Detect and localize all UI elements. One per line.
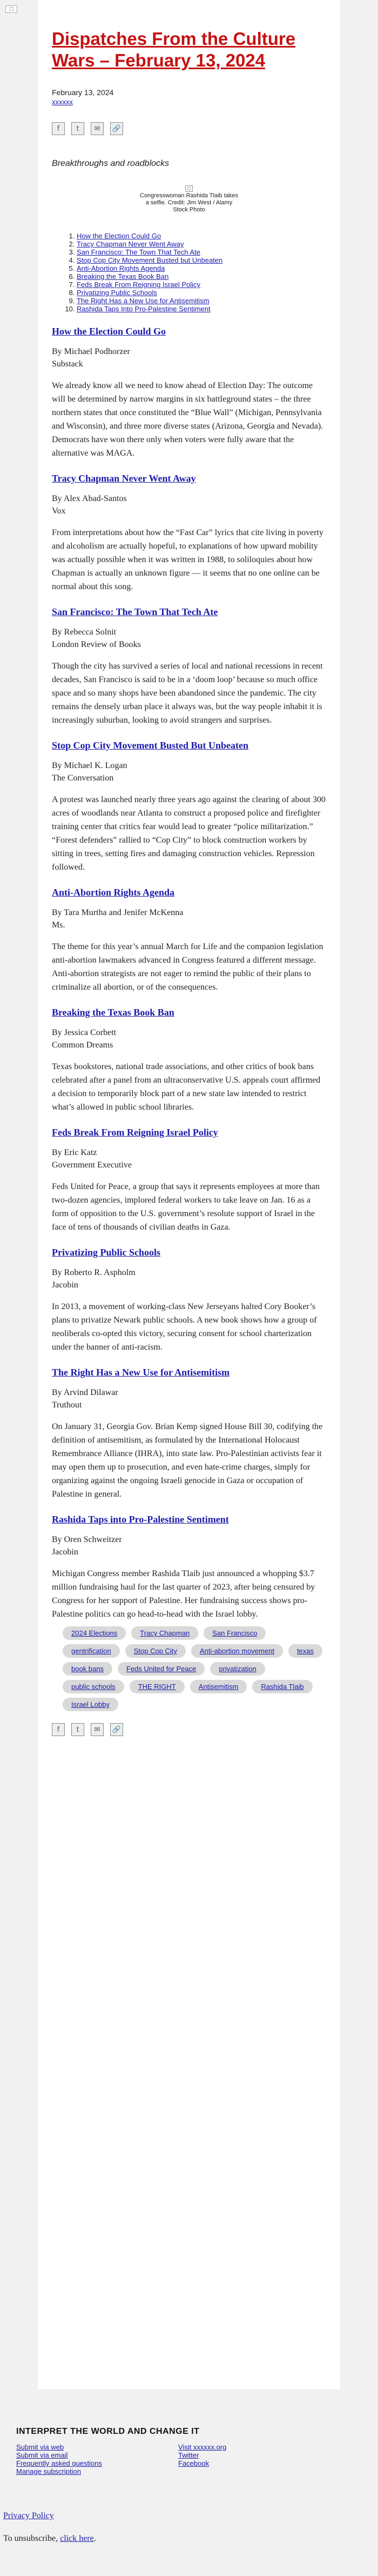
footer-link[interactable]: Facebook xyxy=(178,2459,210,2467)
article-source: The Conversation xyxy=(52,773,114,783)
article-byline xyxy=(52,1146,326,1171)
link-icon[interactable]: 🔗 xyxy=(110,1723,123,1736)
article xyxy=(52,605,326,727)
toc-item[interactable]: 7. Feds Break From Reigning Israel Policy xyxy=(77,281,326,289)
article-body: On January 31, Georgia Gov. Brian Kemp signed House Bill 30, codifying the definition of antisemitism, as formulated by the International Holocaust Remembrance Alliance (IHRA), into state law. Pro-Palestinian activists fear it may open them up to prosecution, and even hate-crime charges, simply for organizing against the ongoing Israeli genocide in Gaza or occupation of Palestine in general. xyxy=(52,1422,323,1499)
article-source: London Review of Books xyxy=(52,640,141,649)
toc-item[interactable]: 5. Anti-Abortion Rights Agenda xyxy=(77,264,326,272)
article-title[interactable]: Stop Cop City Movement Busted But Unbeaten xyxy=(52,740,249,751)
tag-chip[interactable]: San Francisco xyxy=(204,1626,266,1640)
tag-chip[interactable]: Antisemitism xyxy=(190,1680,247,1693)
toc-item[interactable]: 10. Rashida Taps Into Pro-Palestine Sentiment xyxy=(77,305,326,313)
article-byline xyxy=(52,1266,326,1291)
toc-item[interactable]: 8. Privatizing Public Schools xyxy=(77,289,326,297)
article-source: Substack xyxy=(52,359,83,369)
footer-link[interactable]: Frequently asked questions xyxy=(16,2459,102,2467)
article-byline xyxy=(52,345,326,370)
article-body: From interpretations about how the “Fast Car” lyrics that cite living in poverty and alcoholism are actually hopeful, to explanations of how upward mobility was actually possible when it was written in 1988, to soliloquies about how Chapman is actually an unknown figure — it seems that no one online can be normal about this song. xyxy=(52,528,323,591)
footer-link[interactable]: Submit via email xyxy=(16,2451,68,2459)
article-body: The theme for this year’s annual March for Life and the companion legislation anti-abortion lawmakers advanced in Congress featured a different message. Anti-abortion strategists are not eager to remind the public of their plans to criminalize all abortion, or of the consequences. xyxy=(52,942,323,992)
article-author: By Michael Podhorzer xyxy=(52,347,130,356)
author-link[interactable]: xxxxxx xyxy=(52,98,73,106)
article-byline xyxy=(52,492,326,517)
unsubscribe-line xyxy=(3,2534,96,2544)
toc-item[interactable]: 2. Tracy Chapman Never Went Away xyxy=(77,240,326,248)
article-title[interactable]: The Right Has a New Use for Antisemitism xyxy=(52,1367,230,1378)
toc-item[interactable]: 6. Breaking the Texas Book Ban xyxy=(77,272,326,281)
article-source: Jacobin xyxy=(52,1280,78,1290)
article-title[interactable]: San Francisco: The Town That Tech Ate xyxy=(52,606,218,617)
article-source: Jacobin xyxy=(52,1547,78,1557)
article-source: Vox xyxy=(52,506,66,516)
article-byline xyxy=(52,1026,326,1051)
email-icon[interactable]: ✉ xyxy=(91,122,104,135)
privacy-policy-link[interactable]: Privacy Policy xyxy=(3,2511,54,2520)
footer-right-column xyxy=(178,2443,340,2475)
lead-figure xyxy=(52,183,326,213)
tag-chip[interactable]: Israel Lobby xyxy=(63,1698,118,1711)
publish-date: February 13, 2024 xyxy=(52,88,114,97)
article-title[interactable]: Rashida Taps into Pro-Palestine Sentiment xyxy=(52,1514,229,1525)
article-source: Common Dreams xyxy=(52,1040,113,1050)
header-image-placeholder: ▢ xyxy=(5,5,17,13)
article-author: By Rebecca Solnit xyxy=(52,628,117,637)
article-body: Though the city has survived a series of local and national recessions in recent decades, San Francisco is said to be in a ‘doom loop’ because so much office space and so many shops have been abandoned since the pandemic. The city remains the densely urban place it always was, but the way people inhabit it is increasingly suburban, looking to avoid strangers and surprises. xyxy=(52,662,323,725)
article-author: By Eric Katz xyxy=(52,1148,97,1157)
tag-chip[interactable]: 2024 Elections xyxy=(63,1626,126,1640)
article-body: Feds United for Peace, a group that says it represents employees at more than two-dozen agencies, implored federal workers to take leave on Jan. 16 as a form of opposition to the U.S. government’s resolute support of Israel in the face of tens of thousands of civilian deaths in Gaza. xyxy=(52,1182,320,1232)
tag-chip[interactable]: Anti-abortion movement xyxy=(191,1644,283,1658)
unsubscribe-link[interactable]: click here xyxy=(60,2534,94,2543)
newsletter-card xyxy=(38,0,340,2389)
table-of-contents xyxy=(52,232,326,313)
tag-chip[interactable]: THE RIGHT xyxy=(130,1680,185,1693)
facebook-icon[interactable]: f xyxy=(52,122,65,135)
article-title[interactable]: Anti-Abortion Rights Agenda xyxy=(52,887,175,898)
tag-list xyxy=(52,1626,326,1711)
twitter-icon[interactable]: t xyxy=(71,122,84,135)
link-icon[interactable]: 🔗 xyxy=(110,122,123,135)
article-title[interactable]: How the Election Could Go xyxy=(52,326,166,337)
image-icon: ▢ xyxy=(185,185,193,192)
article-byline xyxy=(52,626,326,651)
article-byline xyxy=(52,1533,326,1558)
facebook-icon[interactable]: f xyxy=(52,1723,65,1736)
article-body: In 2013, a movement of working-class New Jerseyans halted Cory Booker’s plans to privatize Newark public schools. A new book shows how a group of neoliberals co-opted this victory, securing consent for school charterization under the banner of anti-racism. xyxy=(52,1302,317,1352)
toc-item[interactable]: 4. Stop Cop City Movement Busted but Unbeaten xyxy=(77,256,326,264)
article-author: By Roberto R. Aspholm xyxy=(52,1268,136,1277)
article-title[interactable]: Tracy Chapman Never Went Away xyxy=(52,473,196,484)
article-byline xyxy=(52,759,326,784)
tag-chip[interactable]: Tracy Chapman xyxy=(131,1626,198,1640)
twitter-icon[interactable]: t xyxy=(71,1723,84,1736)
article-author: By Tara Murtha and Jenifer McKenna xyxy=(52,908,184,917)
meta-block xyxy=(52,88,326,107)
article-title[interactable]: Privatizing Public Schools xyxy=(52,1247,161,1258)
tag-chip[interactable]: book bans xyxy=(63,1662,112,1676)
article-author: By Alex Abad-Santos xyxy=(52,494,127,503)
footer-left-column xyxy=(16,2443,178,2475)
footer-columns xyxy=(16,2443,362,2475)
footer-heading: INTERPRET THE WORLD AND CHANGE IT xyxy=(16,2427,200,2436)
share-row-top xyxy=(52,122,326,135)
article-source: Government Executive xyxy=(52,1160,132,1170)
article-title[interactable]: Feds Break From Reigning Israel Policy xyxy=(52,1127,218,1138)
tag-chip[interactable]: public schools xyxy=(63,1680,124,1693)
tag-chip[interactable]: privatization xyxy=(210,1662,265,1676)
figure-caption: Congresswoman Rashida Tlaib takes a selfie. Credit: Jim West / Alamy Stock Photo xyxy=(140,192,238,213)
toc-item[interactable]: 3. San Francisco: The Town That Tech Ate xyxy=(77,248,326,256)
article-body: Michigan Congress member Rashida Tlaib just announced a whopping $3.7 million fundraising haul for the last quarter of 2023, after being censured by Congress for her support of Palestine. Her fundraising success shows pro-Palestine politics can go head-to-head with the Israel lobby. xyxy=(52,1569,315,1619)
unsubscribe-text: To unsubscribe, xyxy=(3,2534,58,2543)
toc-item[interactable]: 1. How the Election Could Go xyxy=(77,232,326,240)
page-title[interactable]: Dispatches From the Culture Wars – February 13, 2024 xyxy=(52,29,296,70)
article-source: Ms. xyxy=(52,920,65,930)
toc-item[interactable]: 9. The Right Has a New Use for Antisemitism xyxy=(77,297,326,305)
article-author: By Oren Schweitzer xyxy=(52,1535,122,1544)
tag-chip[interactable]: Rashida Tlaib xyxy=(252,1680,312,1693)
tag-chip[interactable]: texas xyxy=(288,1644,322,1658)
footer xyxy=(16,2427,362,2475)
article-source: Truthout xyxy=(52,1400,82,1410)
article xyxy=(52,1366,326,1501)
tag-chip[interactable]: Feds United for Peace xyxy=(118,1662,205,1676)
newsletter-subtitle: Breakthroughs and roadblocks xyxy=(52,159,170,168)
article-title[interactable]: Breaking the Texas Book Ban xyxy=(52,1007,174,1018)
article-body: Texas bookstores, national trade associations, and other critics of book bans celebrated after a panel from an ultraconservative U.S. appeals court affirmed a decision to temporarily block part of a new state law intended to restrict what’s allowed in public school libraries. xyxy=(52,1062,321,1112)
article-byline xyxy=(52,1386,326,1411)
article xyxy=(52,1246,326,1354)
article xyxy=(52,739,326,874)
footer-link[interactable]: Submit via web xyxy=(16,2443,64,2451)
article-author: By Michael K. Logan xyxy=(52,761,127,770)
article xyxy=(52,1006,326,1114)
article-byline xyxy=(52,906,326,931)
tag-chip[interactable]: gentrification xyxy=(63,1644,120,1658)
share-row-bottom xyxy=(52,1723,326,1736)
email-icon[interactable]: ✉ xyxy=(91,1723,104,1736)
article xyxy=(52,886,326,994)
footer-link[interactable]: Visit xxxxxx.org xyxy=(178,2443,227,2451)
article-body: A protest was launched nearly three years ago against the clearing of about 300 acres of woodlands near Atlanta to construct a proposed police and firefighter training center that critics fear would lead to greater “police militarization.” “Forest defenders” rallied to “Cop City” to block construction workers by sitting in trees, setting fires and damaging construction vehicles. Repression followed. xyxy=(52,795,326,872)
article-author: By Jessica Corbett xyxy=(52,1028,117,1037)
tag-chip[interactable]: Stop Cop City xyxy=(125,1644,186,1658)
footer-link[interactable]: Manage subscription xyxy=(16,2467,81,2475)
article xyxy=(52,325,326,460)
article-author: By Arvind Dilawar xyxy=(52,1388,118,1397)
article-body: We already know all we need to know ahead of Election Day: The outcome will be determined by narrow margins in six battleground states – the three northern states that once constituted the “Blue Wall” (Michigan, Pennsylvania and Wisconsin), and three more diverse states (Arizona, Georgia and Nevada). Democrats have won there only when voters were fully aware that the alternative was MAGA. xyxy=(52,381,323,458)
article xyxy=(52,472,326,593)
article xyxy=(52,1513,326,1621)
footer-link[interactable]: Twitter xyxy=(178,2451,199,2459)
unsubscribe-end: . xyxy=(93,2534,96,2543)
article xyxy=(52,1126,326,1234)
